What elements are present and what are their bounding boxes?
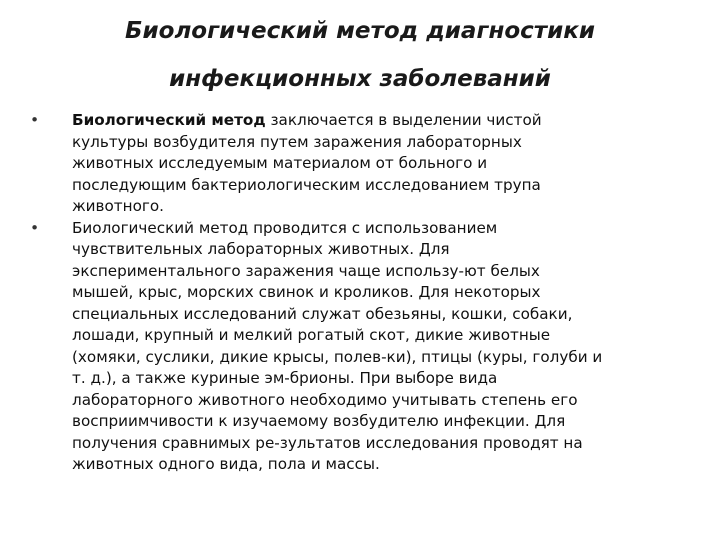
- bullet-2-line-5: специальных исследований служат обезьяны, кошки, собаки,: [72, 304, 573, 323]
- bullet-2-line-2: чувствительных лабораторных животных. Для: [72, 240, 450, 258]
- bullet-2-line-9: лабораторного животного необходимо учитывать степень его: [72, 390, 578, 409]
- bullet-list: [30, 110, 700, 476]
- bullet-2-line-12: животных одного вида, пола и массы.: [72, 455, 380, 473]
- bullet-1-line-4: последующим бактериологическим исследованием трупа: [72, 175, 541, 194]
- bullet-2-line-3: экспериментального заражения чаще использу-ют белых: [72, 261, 540, 280]
- bullet-2-line-6: лошади, крупный и мелкий рогатый скот, дикие животные: [72, 326, 551, 344]
- slide-title: [60, 10, 660, 100]
- bullet-item-2: [30, 218, 700, 476]
- bullet-2-line-8: т. д.), а также куриные эм-брионы. При выборе вида: [72, 369, 498, 387]
- bullet-dot-icon: •: [30, 111, 40, 129]
- bullet-dot-icon: •: [30, 218, 40, 237]
- bullet-1-line-5: животного.: [72, 197, 164, 215]
- bullet-2-line-10: восприимчивости к изучаемому возбудителю инфекции. Для: [72, 412, 566, 430]
- bullet-2-line-7: (хомяки, суслики, дикие крысы, полев-ки), птицы (куры, голуби и: [72, 347, 603, 366]
- bullet-item-1: [30, 110, 700, 218]
- bullet-1-line-3: животных исследуемым материалом от больного и: [72, 154, 488, 172]
- title-line-2: инфекционных заболеваний: [169, 66, 551, 92]
- title-line-1: Биологический метод диагностики: [125, 18, 595, 44]
- bullet-2-line-1: Биологический метод проводится с использованием: [72, 218, 498, 237]
- bullet-1-bold-lead: Биологический метод: [72, 111, 266, 129]
- bullet-1-line-1: [72, 110, 700, 132]
- bullet-2-line-4: мышей, крыс, морских свинок и кроликов. Для некоторых: [72, 283, 541, 301]
- bullet-1-line-2: культуры возбудителя путем заражения лабораторных: [72, 132, 522, 151]
- bullet-2-line-11: получения сравнимых ре-зультатов исследования проводят на: [72, 433, 583, 452]
- bullet-1-line-1-rest: заключается в выделении чистой: [265, 111, 542, 129]
